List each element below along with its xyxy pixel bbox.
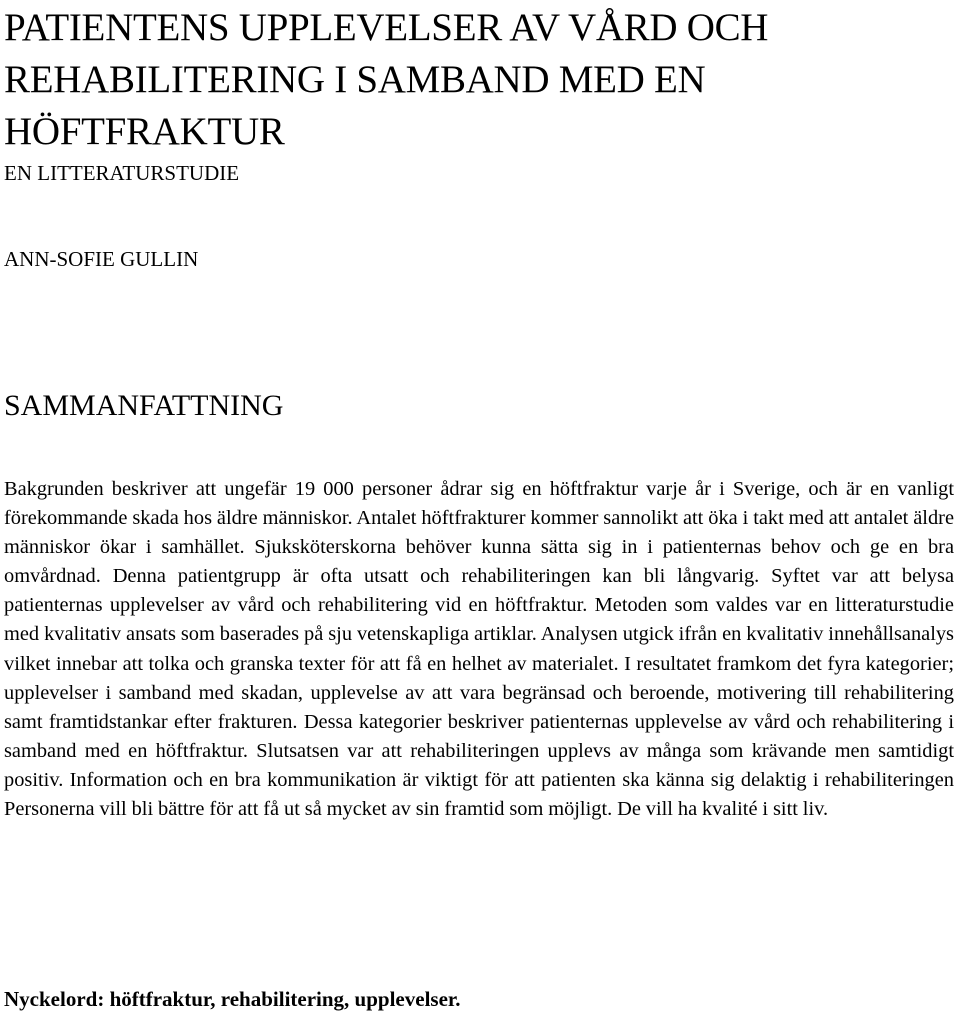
keywords-line: Nyckelord: höftfraktur, rehabilitering, upplevelser. xyxy=(4,987,461,1011)
abstract-paragraph: Bakgrunden beskriver att ungefär 19 000 personer ådrar sig en höftfraktur varje år i Sverige, och är en vanligt förekommande skada hos äldre människor. Antalet höftfrakturer kommer sannolikt att öka i takt med att antalet äldre människor ökar i samhället. Sjuksköterskorna behöver kunna sätta sig in i patienternas behov och ge en bra omvårdnad. Denna patientgrupp är ofta utsatt och rehabiliteringen kan bli långvarig. Syftet var att belysa patienternas upplevelser av vård och rehabilitering vid en höftfraktur. Metoden som valdes var en litteraturstudie med kvalitativ ansats som baserades på sju vetenskapliga artiklar. Analysen utgick ifrån en kvalitativ innehållsanalys vilket innebar att tolka och granska texter för att få en helhet av materialet. I resultatet framkom det fyra kategorier; upplevelser i samband med skadan, upplevelse av att vara begränsad och beroende, motivering till rehabilitering samt framtidstankar efter frakturen. Dessa kategorier beskriver patienternas upplevelse av vård och rehabilitering i samband med en höftfraktur. Slutsatsen var att rehabiliteringen upplevs av många som krävande men samtidigt positiv. Information och en bra kommunikation är viktigt för att patienten ska känna sig delaktig i rehabiliteringen Personerna vill bli bättre för att få ut så mycket av sin framtid som möjligt. De vill ha kvalité i sitt liv. xyxy=(4,478,954,821)
document-title: PATIENTENS UPPLEVELSER AV VÅRD OCH REHABILITERING I SAMBAND MED EN HÖFTFRAKTUR xyxy=(4,6,769,153)
document-page xyxy=(4,0,956,1011)
summary-heading: SAMMANFATTNING xyxy=(4,389,284,422)
author-name: ANN-SOFIE GULLIN xyxy=(4,247,199,271)
document-subtitle: EN LITTERATURSTUDIE xyxy=(4,161,240,185)
